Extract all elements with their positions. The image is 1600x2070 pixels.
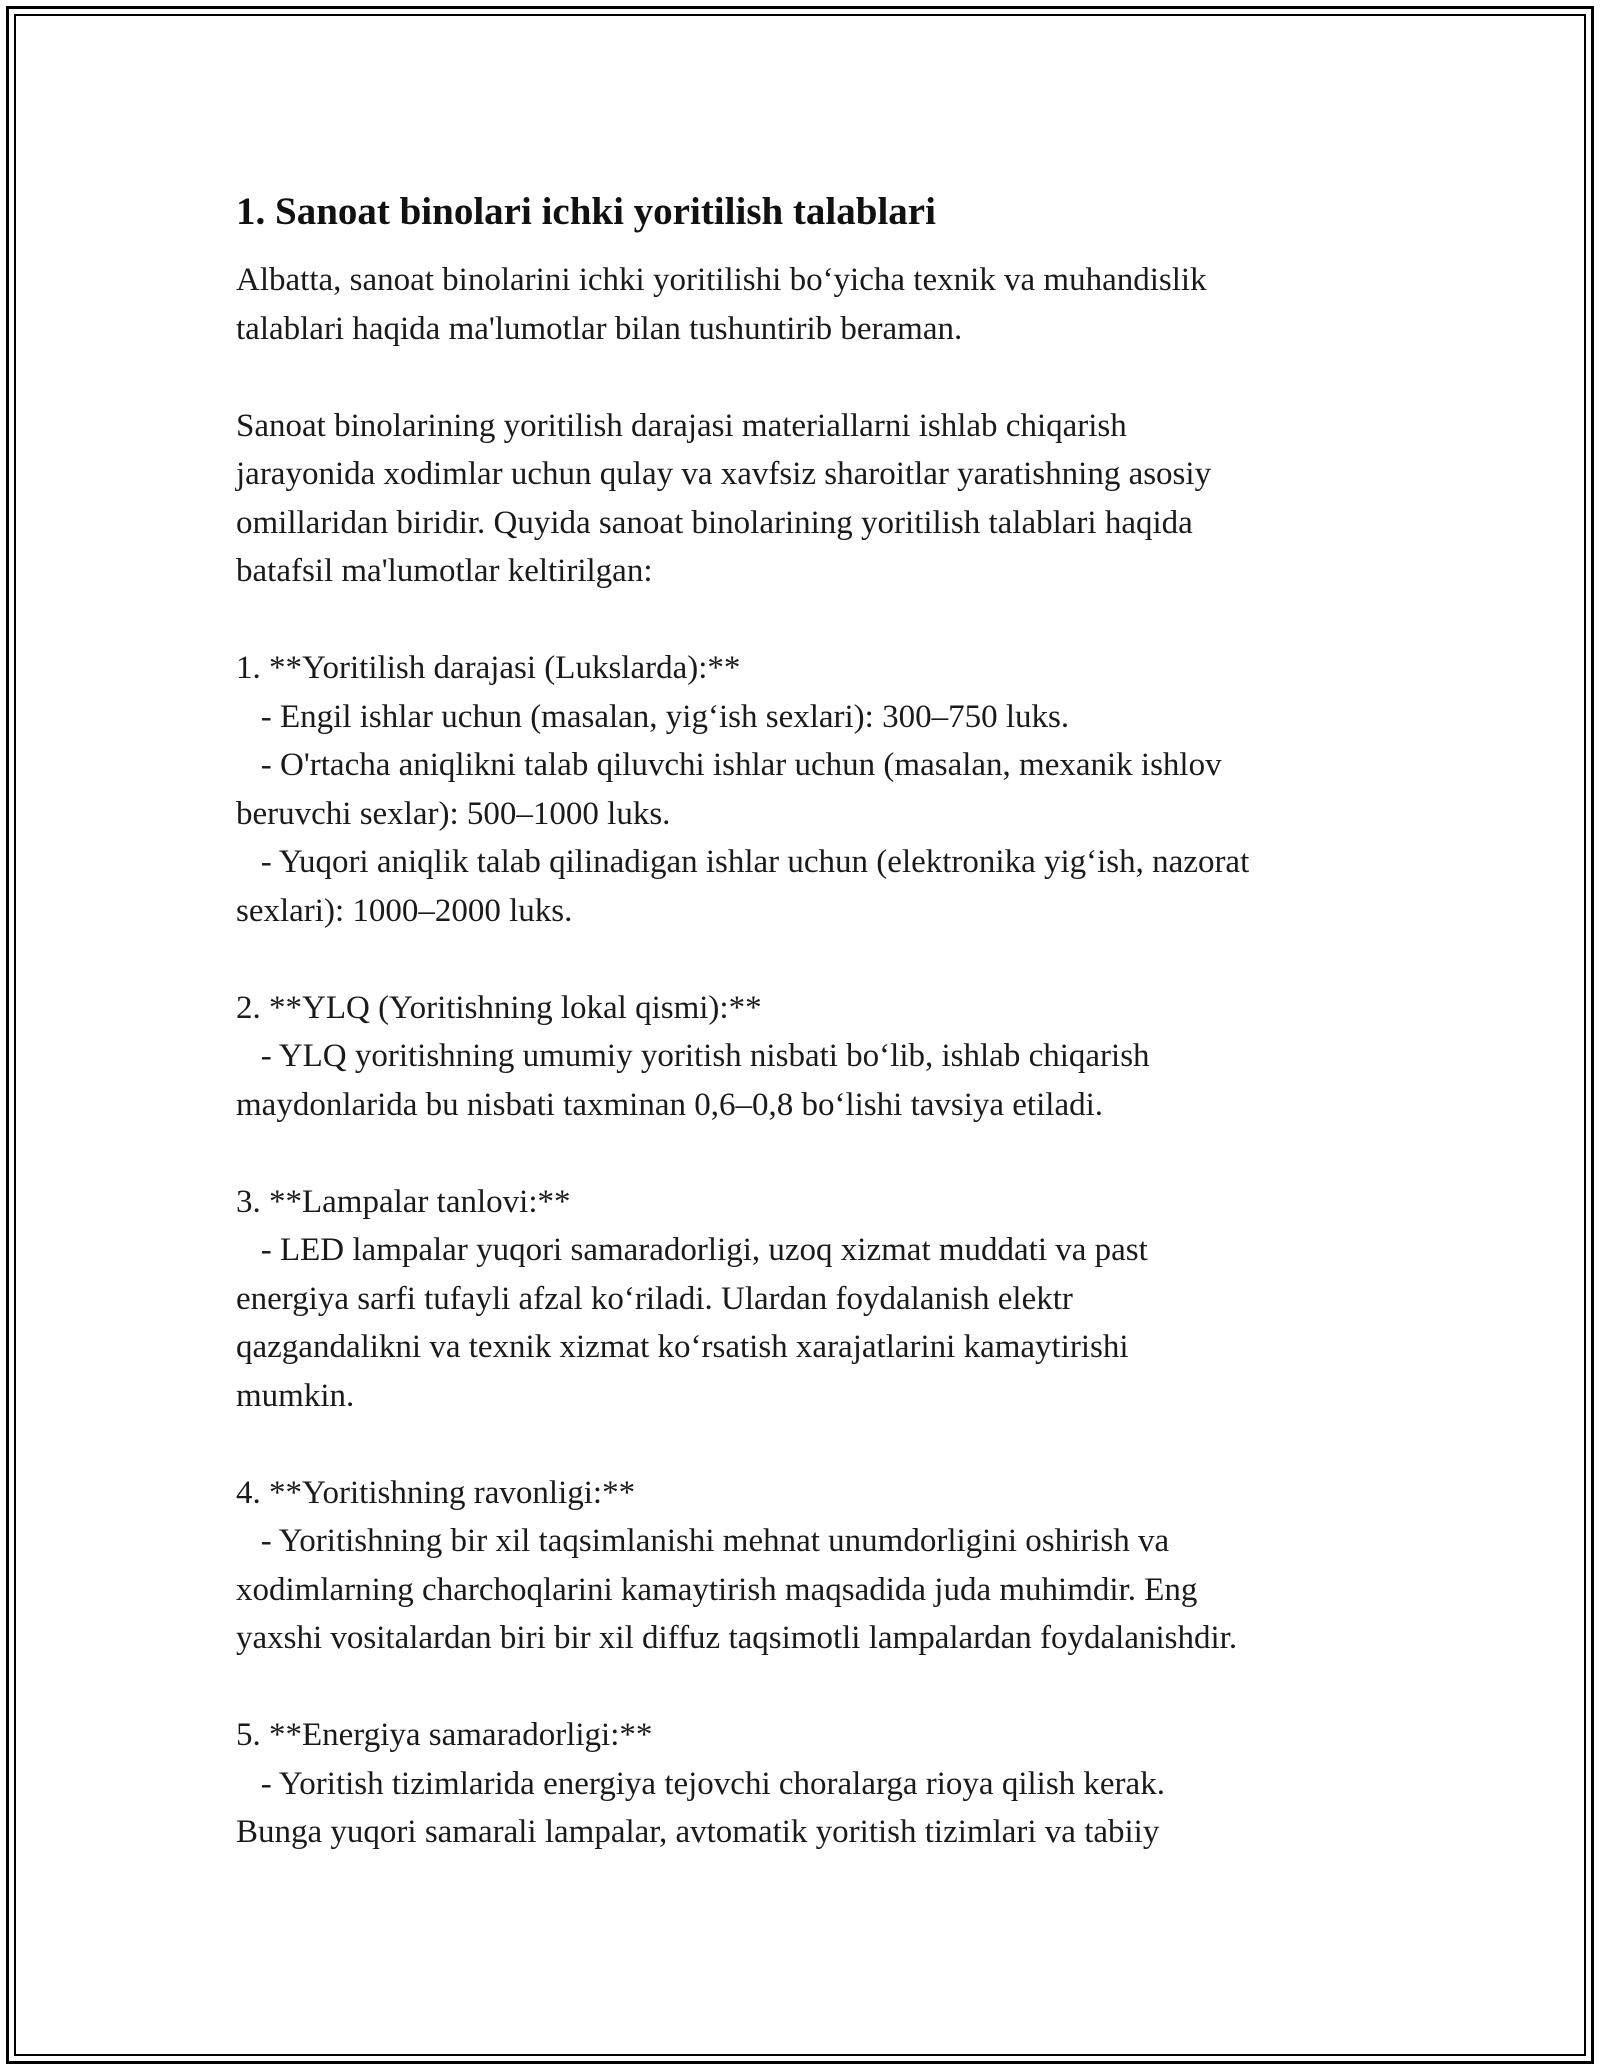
text-line: - Yoritish tizimlarida energiya tejovchi choralarga rioya qilish kerak. bbox=[236, 1765, 1165, 1802]
document-heading: 1. Sanoat binolari ichki yoritilish talablari bbox=[236, 190, 936, 233]
section-lighting-level bbox=[236, 644, 1406, 935]
section-title: 1. **Yoritilish darajasi (Lukslarda):** bbox=[236, 650, 741, 686]
text-line: Sanoat binolarining yoritilish darajasi materiallarni ishlab chiqarish bbox=[236, 407, 1127, 444]
text-line: - Yuqori aniqlik talab qilinadigan ishlar uchun (elektronika yig‘ish, nazorat bbox=[236, 844, 1250, 880]
text-line: beruvchi sexlar): 500–1000 luks. bbox=[236, 795, 671, 832]
text-line: energiya sarfi tufayli afzal ko‘riladi. Ulardan foydalanish elektr bbox=[236, 1280, 1073, 1317]
text-line: - Engil ishlar uchun (masalan, yig‘ish sexlari): 300–750 luks. bbox=[236, 698, 1070, 735]
text-line: qazgandalikni va texnik xizmat ko‘rsatish xarajatlarini kamaytirishi bbox=[236, 1329, 1129, 1365]
text-line: batafsil ma'lumotlar keltirilgan: bbox=[236, 553, 653, 589]
text-line: talablari haqida ma'lumotlar bilan tushuntirib beraman. bbox=[236, 310, 963, 347]
section-title: 5. **Energiya samaradorligi:** bbox=[236, 1717, 653, 1753]
text-line: jarayonida xodimlar uchun qulay va xavfsiz sharoitlar yaratishning asosiy bbox=[236, 456, 1212, 492]
section-ylq bbox=[236, 984, 1406, 1130]
intro-paragraph-2 bbox=[236, 402, 1406, 596]
text-line: maydonlarida bu nisbati taxminan 0,6–0,8 bo‘lishi tavsiya etiladi. bbox=[236, 1086, 1104, 1123]
text-line: - O'rtacha aniqlikni talab qiluvchi ishlar uchun (masalan, mexanik ishlov bbox=[236, 747, 1222, 783]
text-line: Albatta, sanoat binolarini ichki yoritilishi bo‘yicha texnik va muhandislik bbox=[236, 262, 1207, 298]
text-line: mumkin. bbox=[236, 1377, 355, 1414]
section-energy-efficiency bbox=[236, 1711, 1406, 1857]
text-line: - LED lampalar yuqori samaradorligi, uzoq xizmat muddati va past bbox=[236, 1232, 1148, 1268]
text-line: sexlari): 1000–2000 luks. bbox=[236, 892, 573, 929]
intro-paragraph-1 bbox=[236, 256, 1406, 353]
text-line: - YLQ yoritishning umumiy yoritish nisbati bo‘lib, ishlab chiqarish bbox=[236, 1038, 1150, 1074]
text-line: Bunga yuqori samarali lampalar, avtomatik yoritish tizimlari va tabiiy bbox=[236, 1814, 1160, 1850]
section-title: 2. **YLQ (Yoritishning lokal qismi):** bbox=[236, 989, 762, 1026]
text-line: - Yoritishning bir xil taqsimlanishi mehnat unumdorligini oshirish va bbox=[236, 1523, 1170, 1559]
section-uniformity bbox=[236, 1469, 1406, 1663]
text-line: yaxshi vositalardan biri bir xil diffuz taqsimotli lampalardan foydalanishdir. bbox=[236, 1620, 1238, 1656]
section-title: 3. **Lampalar tanlovi:** bbox=[236, 1183, 571, 1220]
text-line: omillaridan biridir. Quyida sanoat binolarining yoritilish talablari haqida bbox=[236, 504, 1193, 541]
text-line: xodimlarning charchoqlarini kamaytirish maqsadida juda muhimdir. Eng bbox=[236, 1571, 1198, 1608]
document-body bbox=[236, 188, 1406, 1905]
section-title: 4. **Yoritishning ravonligi:** bbox=[236, 1474, 636, 1511]
section-lamp-selection bbox=[236, 1178, 1406, 1421]
